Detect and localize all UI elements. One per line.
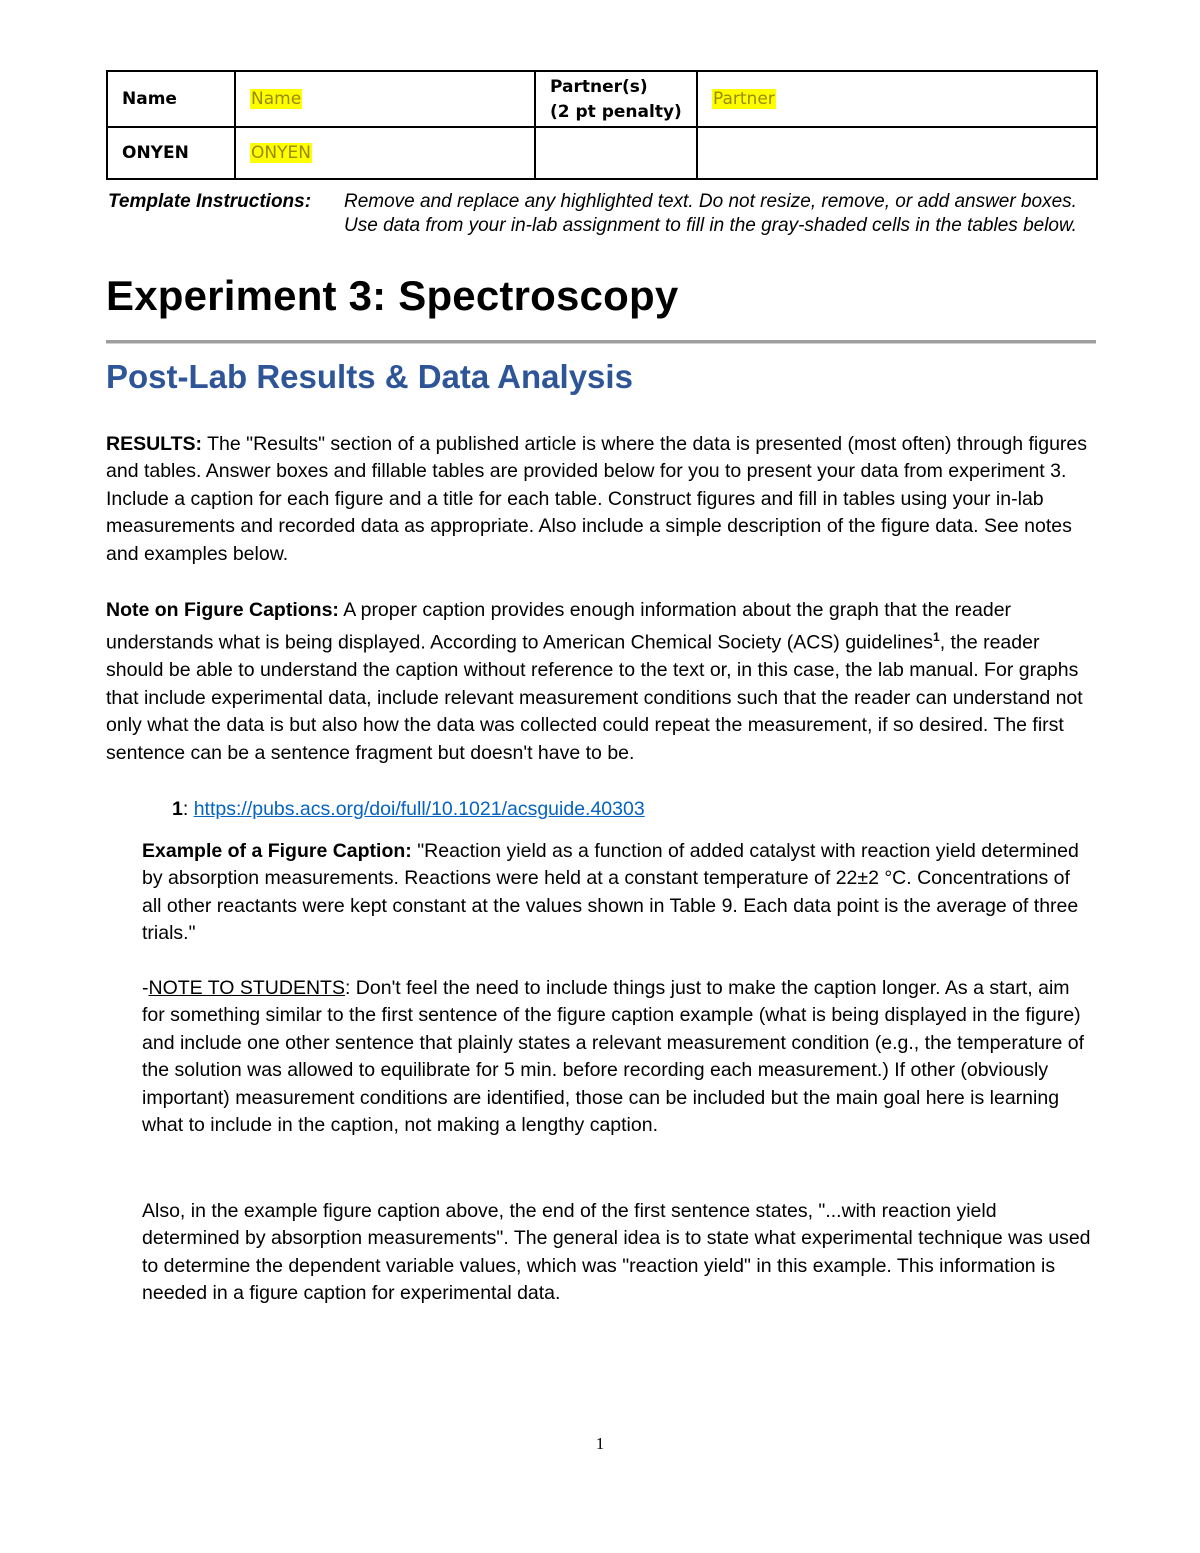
partner-field[interactable]: Partner	[713, 89, 775, 109]
onyen-label: ONYEN	[122, 143, 189, 163]
partner-label: Partner(s)	[550, 77, 648, 97]
results-text: The "Results" section of a published article is where the data is presented (most often) through figures and tables. Answer boxes and fillable tables are provided below for you to present your data from experiment 3. Include a caption for each figure and a title for each table. Construct figures and fill in tables using your in-lab measurements and recorded data as appropriate. Also include a simple description of the figure data. See notes and examples below.	[106, 433, 1088, 565]
page-title: Experiment 3: Spectroscopy	[106, 272, 679, 319]
student-info-table	[106, 70, 1098, 180]
instructions-label: Template Instructions:	[108, 191, 312, 212]
onyen-label-cell	[107, 127, 235, 179]
name-label-cell	[107, 71, 235, 127]
partner-onyen-field[interactable]	[697, 127, 1097, 179]
page-number: 1	[595, 1434, 605, 1453]
caption-note-paragraph	[106, 597, 1096, 767]
name-label: Name	[122, 89, 177, 109]
empty-cell-partner-onyen-label	[535, 127, 697, 179]
partner-penalty-note: (2 pt penalty)	[550, 102, 682, 122]
acs-guide-link[interactable]: https://pubs.acs.org/doi/full/10.1021/acsguide.40303	[193, 798, 645, 820]
caption-note-text-2: , the reader should be able to understand the caption without reference to the text or, in this case, the lab manual. For graphs that include experimental data, include relevant measurement conditions such that the reader can understand not only what the data is but also how the data was collected could repeat the measurement, if so desired. The first sentence can be a sentence fragment but doesn't have to be.	[106, 631, 1083, 764]
caption-note-text-1: A proper caption provides enough information about the graph that the reader understands what is being displayed. According to American Chemical Society (ACS) guidelines	[106, 599, 1012, 654]
results-label: RESULTS:	[106, 433, 203, 455]
students-label: NOTE TO STUDENTS	[148, 977, 345, 999]
students-prefix: -	[142, 977, 149, 999]
instructions-text: Remove and replace any highlighted text. Do not resize, remove, or add answer boxes. Use data from your in-lab assignment to fill in the gray-shaded cells in the tables below.	[344, 191, 1077, 236]
footnote-marker: 1	[933, 630, 940, 645]
onyen-value-cell[interactable]	[235, 127, 535, 179]
example-caption-paragraph	[142, 838, 1092, 948]
reference-line	[172, 796, 645, 823]
results-paragraph	[106, 431, 1096, 568]
name-value-cell[interactable]	[235, 71, 535, 127]
example-text: "Reaction yield as a function of added catalyst with reaction yield determined by absorption measurements. Reactions were held at a constant temperature of 22±2 °C. Concentrations of all other reactants were kept constant at the values shown in Table 9. Each data point is the average of three trials."	[142, 840, 1079, 945]
students-text: : Don't feel the need to include things just to make the caption longer. As a start, aim for something similar to the first sentence of the figure caption example (what is being displayed in the figure) and include one other sentence that plainly states a relevant measurement condition (e.g., the temperature of the solution was allowed to equilibrate for 5 min. before recording each measurement.) If other (obviously important) measurement conditions are identified, those can be included but the main goal here is learning what to include in the caption, not making a lengthy caption.	[142, 977, 1084, 1137]
reference-sep: :	[182, 798, 194, 820]
partner-label-cell	[535, 71, 697, 127]
also-paragraph: Also, in the example figure caption above, the end of the first sentence states, "...with reaction yield determined by absorption measurements". The general idea is to state what experimental technique was used to determine the dependent variable values, which was "reaction yield" in this example. This information is needed in a figure caption for experimental data.	[142, 1200, 1091, 1305]
template-instructions	[108, 190, 1098, 236]
example-label: Example of a Figure Caption:	[142, 840, 412, 862]
note-to-students-paragraph	[142, 975, 1092, 1139]
name-field[interactable]: Name	[251, 89, 302, 109]
section-heading: Post-Lab Results & Data Analysis	[106, 358, 633, 395]
partner-value-cell[interactable]	[697, 71, 1097, 127]
title-divider	[106, 340, 1096, 344]
reference-number: 1	[172, 798, 183, 820]
caption-note-label: Note on Figure Captions:	[106, 599, 339, 621]
onyen-field[interactable]: ONYEN	[251, 143, 311, 163]
